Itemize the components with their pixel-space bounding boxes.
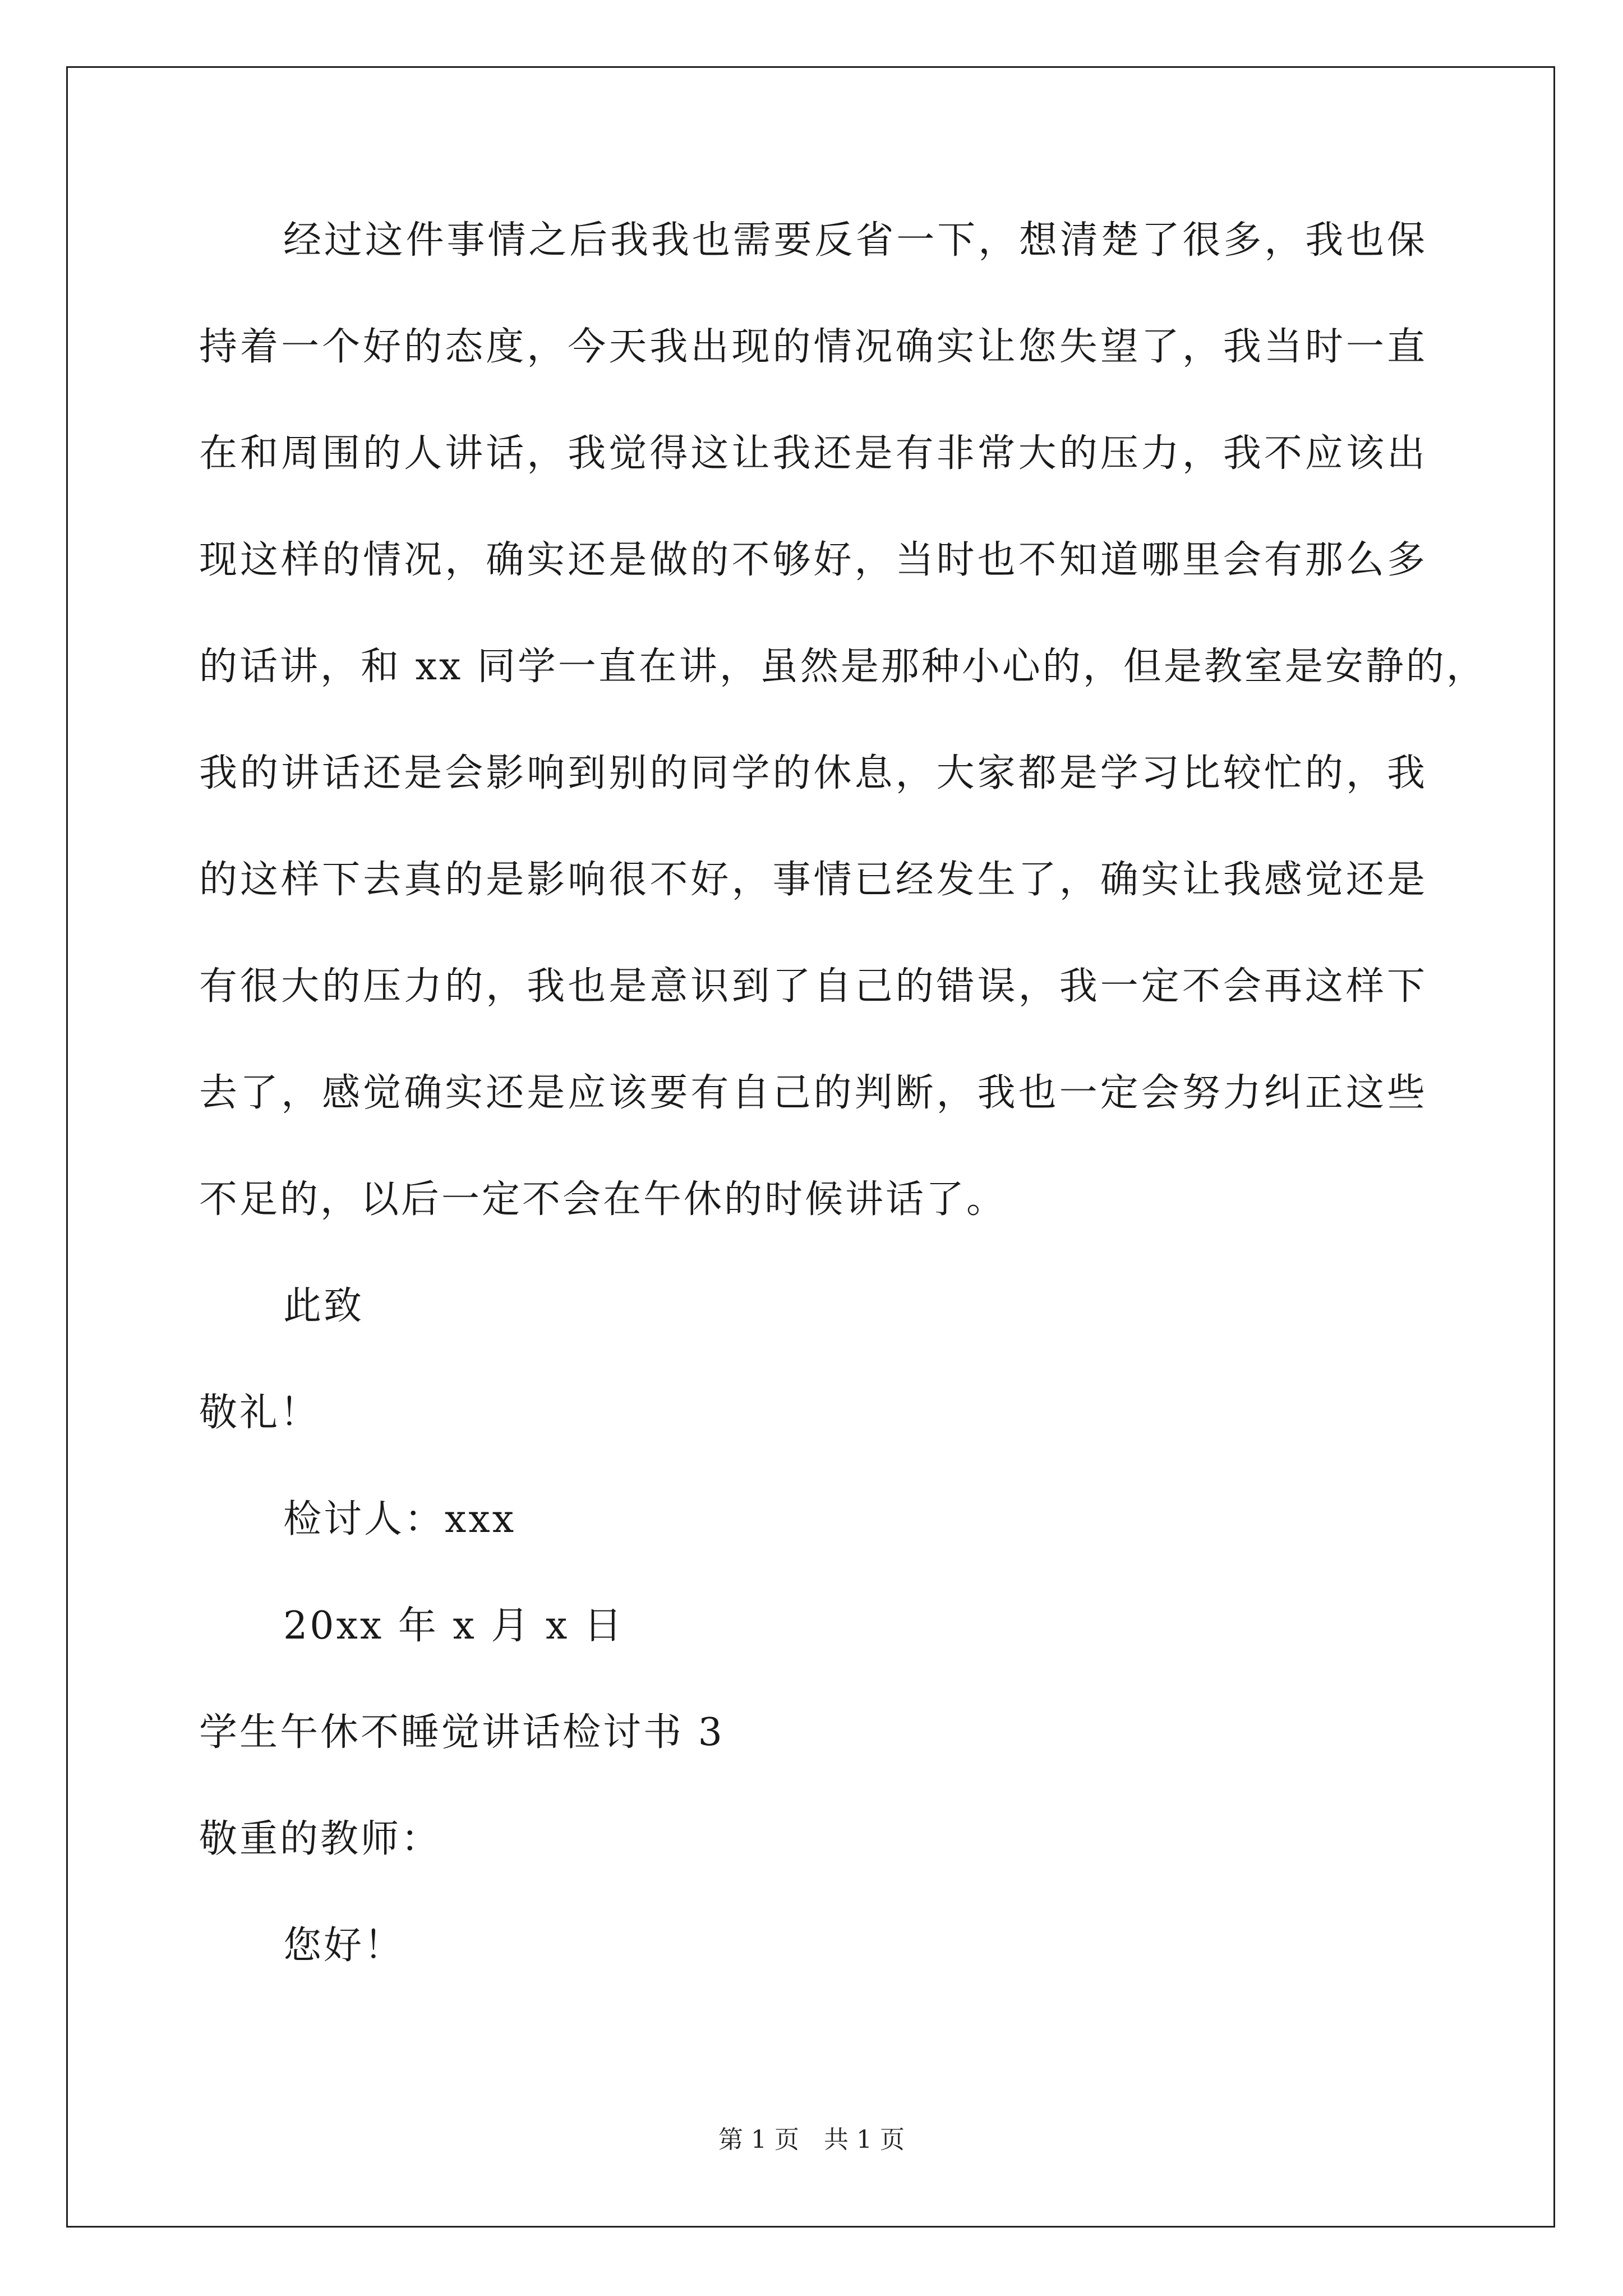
signer: 检讨人：xxx xyxy=(283,1497,517,1542)
paragraph-line: 经过这件事情之后我我也需要反省一下，想清楚了很多，我也保 xyxy=(283,218,1427,263)
paragraph-line: 在和周围的人讲话，我觉得这让我还是有非常大的压力，我不应该出 xyxy=(199,431,1427,476)
paragraph-line: 现这样的情况，确实还是做的不够好，当时也不知道哪里会有那么多 xyxy=(199,538,1427,582)
paragraph-line: 不足的，以后一定不会在午休的时候讲话了。 xyxy=(199,1177,1007,1222)
closing-jing-li: 敬礼！ xyxy=(199,1391,321,1435)
paragraph-line: 有很大的压力的，我也是意识到了自己的错误，我一定不会再这样下 xyxy=(199,964,1427,1009)
date: 20xx 年 x 月 x 日 xyxy=(283,1604,625,1648)
paragraph-line: 我的讲话还是会影响到别的同学的休息，大家都是学习比较忙的，我 xyxy=(199,751,1427,795)
section-title: 学生午休不睡觉讲话检讨书 3 xyxy=(199,1710,725,1755)
closing-ci-zhi: 此致 xyxy=(283,1284,365,1328)
greeting: 您好！ xyxy=(283,1924,405,1968)
paragraph-line: 的这样下去真的是影响很不好，事情已经发生了，确实让我感觉还是 xyxy=(199,858,1427,902)
salutation: 敬重的教师： xyxy=(199,1817,442,1861)
document-body xyxy=(199,218,1487,2033)
paragraph-line: 去了，感觉确实还是应该要有自己的判断，我也一定会努力纠正这些 xyxy=(199,1071,1427,1115)
paragraph-line: 持着一个好的态度，今天我出现的情况确实让您失望了，我当时一直 xyxy=(199,325,1427,369)
paragraph-line: 的话讲，和 xx 同学一直在讲，虽然是那种小心的，但是教室是安静的， xyxy=(199,645,1487,689)
page-footer: 第 1 页 共 1 页 xyxy=(718,2125,905,2154)
